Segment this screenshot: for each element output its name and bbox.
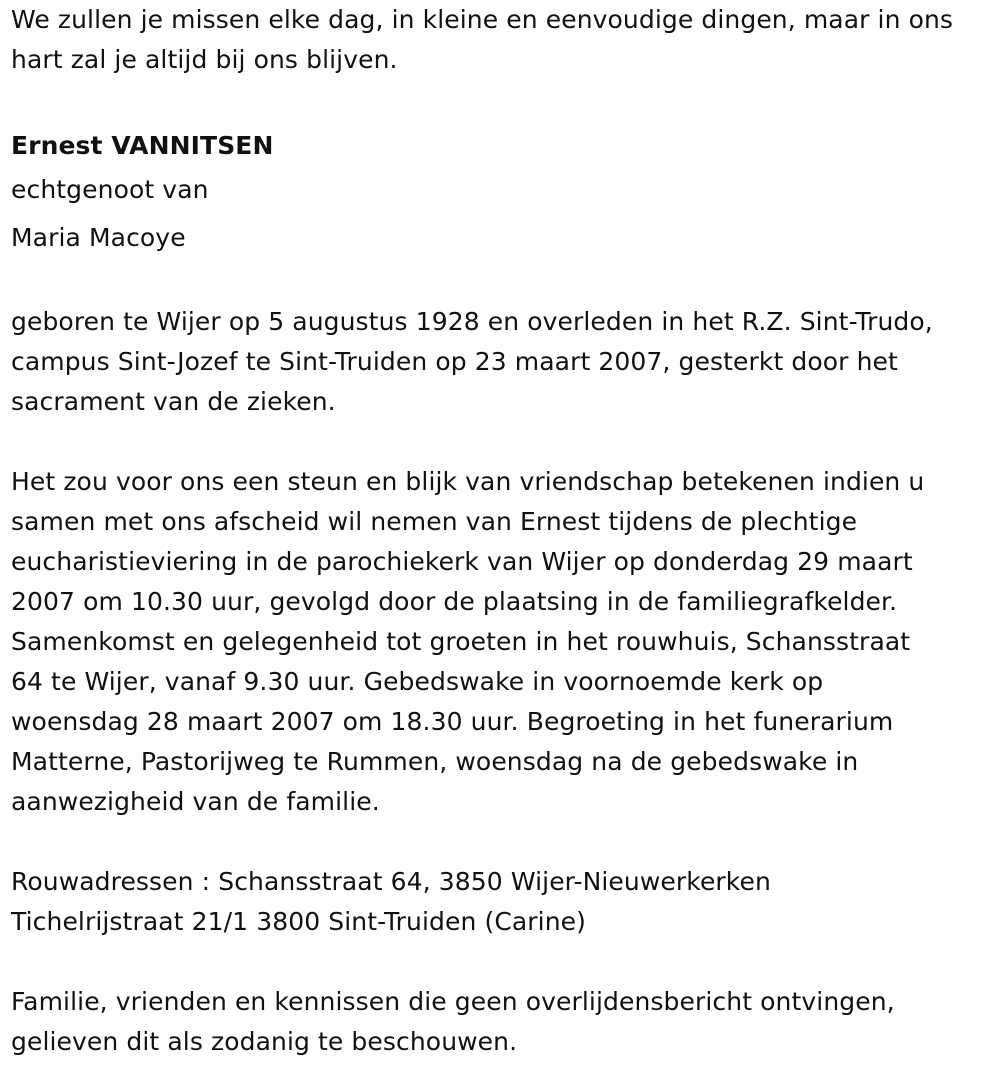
closing-line: gelieven dit als zodanig te beschouwen. [11, 1027, 518, 1056]
relation-text: echtgenoot van [11, 175, 209, 204]
ceremony-line: samen met ons afscheid wil nemen van Ernest tijdens de plechtige [11, 507, 858, 536]
ceremony-line: eucharistieviering in de parochiekerk van Wijer op donderdag 29 maart [11, 547, 913, 576]
ceremony-line: Het zou voor ons een steun en blijk van vriendschap betekenen indien u [11, 467, 925, 496]
ceremony-line: woensdag 28 maart 2007 om 18.30 uur. Begroeting in het funerarium [11, 707, 894, 736]
ceremony-line: Samenkomst en gelegenheid tot groeten in het rouwhuis, Schansstraat [11, 627, 911, 656]
closing-line: Familie, vrienden en kennissen die geen overlijdensbericht ontvingen, [11, 987, 895, 1016]
addresses-paragraph [11, 862, 991, 942]
ceremony-line: 2007 om 10.30 uur, gevolgd door de plaatsing in de familiegrafkelder. [11, 587, 898, 616]
birth-death-line: geboren te Wijer op 5 augustus 1928 en overleden in het R.Z. Sint-Trudo, [11, 307, 933, 336]
closing-paragraph [11, 982, 991, 1062]
spouse-name: Maria Macoye [11, 223, 186, 252]
person-block [11, 126, 991, 262]
intro-line: We zullen je missen elke dag, in kleine en eenvoudige dingen, maar in ons [11, 5, 954, 34]
deceased-name: Ernest VANNITSEN [11, 131, 274, 160]
ceremony-line: Matterne, Pastorijweg te Rummen, woensdag na de gebedswake in [11, 747, 859, 776]
intro-paragraph [11, 0, 991, 80]
address-line: Tichelrijstraat 21/1 3800 Sint-Truiden (Carine) [11, 907, 587, 936]
address-line: Rouwadressen : Schansstraat 64, 3850 Wijer-Nieuwerkerken [11, 867, 771, 896]
birth-death-line: campus Sint-Jozef te Sint-Truiden op 23 maart 2007, gesterkt door het [11, 347, 898, 376]
ceremony-line: aanwezigheid van de familie. [11, 787, 380, 816]
birth-death-paragraph [11, 302, 991, 422]
ceremony-paragraph [11, 462, 991, 822]
birth-death-line: sacrament van de zieken. [11, 387, 336, 416]
obituary-document [11, 0, 991, 1062]
ceremony-line: 64 te Wijer, vanaf 9.30 uur. Gebedswake in voornoemde kerk op [11, 667, 824, 696]
intro-line: hart zal je altijd bij ons blijven. [11, 45, 398, 74]
